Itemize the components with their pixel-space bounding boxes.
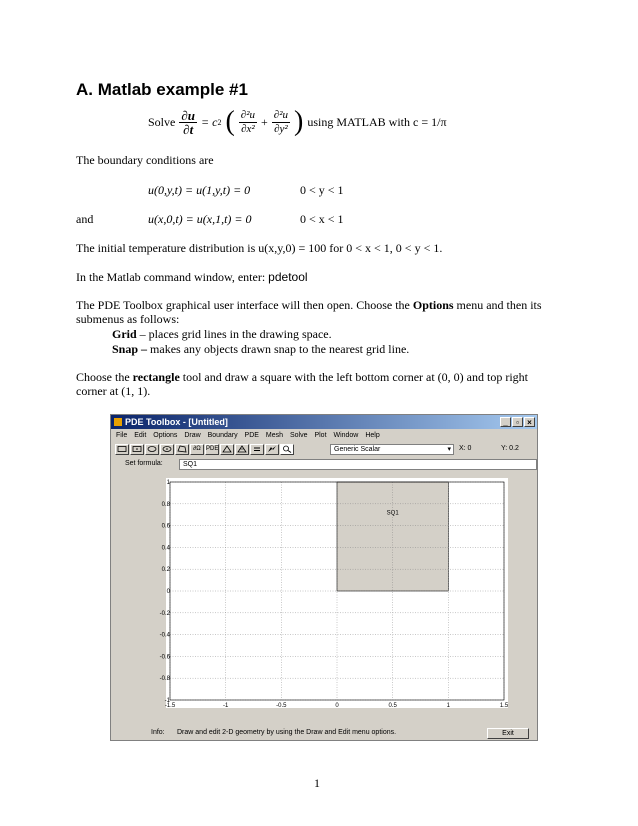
- x-tick-label: -0.5: [276, 703, 287, 709]
- snap-name: Snap –: [112, 342, 148, 356]
- eq-c: = c: [201, 114, 218, 129]
- maximize-icon[interactable]: ▫: [512, 417, 523, 427]
- snap-item: [112, 342, 409, 357]
- rectangle-center-tool-icon[interactable]: [130, 444, 144, 455]
- close-icon[interactable]: ×: [524, 417, 535, 427]
- ellipse-center-tool-icon[interactable]: [160, 444, 174, 455]
- ellipse-tool-icon[interactable]: [145, 444, 159, 455]
- x-tick-label: 0.5: [388, 703, 397, 709]
- menu-bar: [111, 430, 537, 442]
- bc2-equation: u(x,0,t) = u(x,1,t) = 0: [148, 212, 252, 226]
- minimize-icon[interactable]: _: [500, 417, 511, 427]
- menu-solve[interactable]: Solve: [289, 432, 308, 439]
- menu-edit[interactable]: Edit: [134, 432, 147, 439]
- command-code: pdetool: [268, 270, 308, 284]
- lhs-den: ∂t: [183, 121, 194, 137]
- y-tick-label: 0: [166, 589, 170, 595]
- window-titlebar: [111, 415, 537, 429]
- term1-fraction: [239, 109, 257, 136]
- x-tick-label: 1.5: [499, 703, 509, 709]
- rectangle-tool-icon[interactable]: [115, 444, 129, 455]
- y-tick-label: 0.4: [161, 545, 170, 552]
- set-formula-input[interactable]: SQ1: [179, 459, 537, 470]
- gui-text-1: The PDE Toolbox graphical user interface will then open. Choose the: [76, 298, 413, 312]
- info-label: Info:: [151, 729, 165, 736]
- x-tick-label: 0: [335, 703, 339, 709]
- grid-name: Grid: [112, 327, 137, 341]
- shape-label: SQ1: [386, 510, 399, 517]
- y-tick-label: 0.6: [161, 523, 170, 530]
- rect-text-2: tool and draw a square with the left bottom corner at (0, 0) and top right: [179, 370, 528, 384]
- menu-options[interactable]: Options: [153, 432, 178, 439]
- rectangle-paragraph: [76, 370, 528, 398]
- term2-den: ∂y²: [274, 122, 288, 135]
- equation-suffix: using MATLAB with c = 1/π: [307, 114, 447, 129]
- bc2-range: 0 < x < 1: [300, 212, 344, 226]
- y-tick-label: -0.8: [159, 676, 170, 683]
- plus-sign: +: [261, 114, 268, 129]
- bc1-range: 0 < y < 1: [300, 183, 344, 197]
- menu-window[interactable]: Window: [333, 432, 359, 439]
- window-buttons: [500, 417, 535, 427]
- toolbar: [111, 443, 537, 457]
- section-heading: A. Matlab example #1: [76, 80, 248, 99]
- command-text: In the Matlab command window, enter:: [76, 270, 269, 284]
- y-tick-label: -1: [164, 698, 170, 704]
- exit-button[interactable]: Exit: [487, 728, 529, 739]
- heat-equation: [148, 104, 447, 140]
- y-tick-label: -0.2: [159, 610, 170, 617]
- menu-file[interactable]: File: [116, 432, 128, 439]
- menu-help[interactable]: Help: [365, 432, 380, 439]
- x-tick-label: -1.5: [164, 703, 176, 709]
- term2-fraction: [272, 109, 290, 136]
- rect-text-1: Choose the: [76, 370, 133, 384]
- y-tick-label: 0.8: [161, 501, 170, 508]
- options-bold: Options: [412, 298, 454, 312]
- menu-pde[interactable]: PDE: [244, 432, 259, 439]
- solve-text: Solve: [148, 114, 176, 129]
- term1-den: ∂x²: [241, 122, 255, 135]
- x-tick-label: -1: [222, 703, 229, 709]
- term2-num: ∂²u: [273, 108, 289, 121]
- pde-spec-button[interactable]: PDE: [205, 444, 219, 455]
- left-paren: (: [225, 106, 235, 137]
- matlab-icon: [114, 418, 122, 426]
- polygon-tool-icon[interactable]: [175, 444, 189, 455]
- lhs-num: ∂u: [181, 107, 195, 123]
- bc1-equation: u(0,y,t) = u(1,y,t) = 0: [148, 183, 251, 197]
- geometry-plot: [159, 478, 509, 709]
- page-number: 1: [314, 776, 320, 790]
- mesh-icon[interactable]: [220, 444, 234, 455]
- term1-num: ∂²u: [240, 108, 255, 121]
- right-paren: ): [294, 106, 304, 137]
- info-bar: [111, 726, 537, 740]
- menu-boundary[interactable]: Boundary: [207, 432, 238, 439]
- boundary-mode-button[interactable]: ∂Ω: [190, 444, 204, 455]
- menu-plot[interactable]: Plot: [314, 432, 327, 439]
- y-coordinate: Y: 0.2: [501, 445, 519, 452]
- y-tick-label: 0.2: [161, 567, 170, 574]
- window-title: PDE Toolbox - [Untitled]: [125, 417, 228, 427]
- chevron-down-icon: ▾: [447, 446, 451, 453]
- plot-icon[interactable]: [265, 444, 279, 455]
- menu-draw[interactable]: Draw: [184, 432, 201, 439]
- gui-paragraph: [76, 298, 576, 326]
- command-instruction: [76, 270, 308, 285]
- geometry-axes[interactable]: [159, 478, 509, 709]
- grid-item: [112, 327, 332, 342]
- bc2-lead: and: [76, 212, 94, 226]
- set-formula-label: Set formula:: [125, 460, 163, 467]
- zoom-icon[interactable]: [280, 444, 294, 455]
- application-mode-dropdown[interactable]: [330, 444, 454, 455]
- snap-desc: makes any objects drawn snap to the nearest grid line.: [147, 342, 410, 356]
- rectangle-bold: rectangle: [132, 370, 180, 384]
- pde-toolbox-window: [110, 414, 538, 741]
- dropdown-value: Generic Scalar: [334, 446, 381, 453]
- bc-intro: The boundary conditions are: [76, 153, 214, 167]
- set-formula-row: [111, 458, 537, 472]
- gui-text-2: menu and then its submenus as follows:: [76, 298, 542, 326]
- lhs-fraction: [179, 109, 197, 136]
- x-coordinate: X: 0: [459, 445, 472, 452]
- solve-icon[interactable]: [250, 444, 264, 455]
- y-tick-label: -0.6: [159, 654, 170, 661]
- grid-desc: – places grid lines in the drawing space.: [136, 327, 332, 341]
- initial-condition: The initial temperature distribution is u(x,y,0) = 100 for 0 < x < 1, 0 < y < 1.: [76, 241, 443, 255]
- rect-text-3: corner at (1, 1).: [76, 384, 151, 398]
- y-tick-label: -0.4: [159, 632, 170, 639]
- refine-mesh-icon[interactable]: [235, 444, 249, 455]
- y-tick-label: 1: [166, 480, 170, 486]
- info-text: Draw and edit 2-D geometry by using the Draw and Edit menu options.: [177, 729, 397, 736]
- c-exponent: 2: [217, 117, 222, 127]
- menu-mesh[interactable]: Mesh: [265, 432, 284, 439]
- x-tick-label: 1: [446, 703, 451, 709]
